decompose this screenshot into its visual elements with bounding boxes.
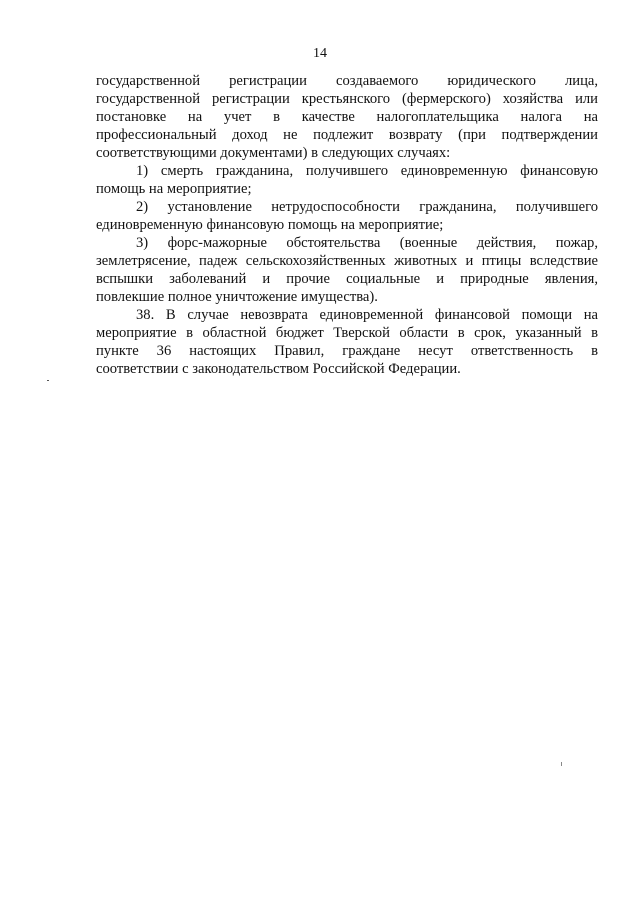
text-line: единовременную финансовую помощь на мероприятие; bbox=[96, 217, 444, 233]
list-item-2: 2) установление нетрудоспособности гражданина, получившего bbox=[136, 199, 598, 215]
body-text bbox=[96, 72, 598, 378]
text-line: постановке на учет в качестве налогоплательщика налога на bbox=[96, 109, 598, 125]
scan-speck bbox=[561, 762, 562, 766]
paragraph-38: 38. В случае невозврата единовременной финансовой помощи на bbox=[136, 307, 598, 323]
text-line: государственной регистрации крестьянского (фермерского) хозяйства или bbox=[96, 91, 598, 107]
text-line: помощь на мероприятие; bbox=[96, 181, 252, 197]
text-line: профессиональный доход не подлежит возврату (при подтверждении bbox=[96, 127, 598, 143]
text-line: вспышки заболеваний и прочие социальные и природные явления, bbox=[96, 271, 598, 287]
scan-speck bbox=[47, 380, 49, 381]
list-item-1: 1) смерть гражданина, получившего единовременную финансовую bbox=[136, 163, 598, 179]
page-number: 14 bbox=[313, 46, 327, 61]
text-line: землетрясение, падеж сельскохозяйственных животных и птицы вследствие bbox=[96, 253, 598, 269]
text-line: соответствии с законодательством Российской Федерации. bbox=[96, 361, 461, 377]
text-line: пункте 36 настоящих Правил, граждане несут ответственность в bbox=[96, 343, 598, 359]
text-line: соответствующими документами) в следующих случаях: bbox=[96, 145, 451, 161]
list-item-3: 3) форс-мажорные обстоятельства (военные действия, пожар, bbox=[136, 235, 598, 251]
text-line: мероприятие в областной бюджет Тверской области в срок, указанный в bbox=[96, 325, 598, 341]
text-line: повлекшие полное уничтожение имущества). bbox=[96, 289, 378, 305]
text-line: государственной регистрации создаваемого юридического лица, bbox=[96, 73, 598, 89]
